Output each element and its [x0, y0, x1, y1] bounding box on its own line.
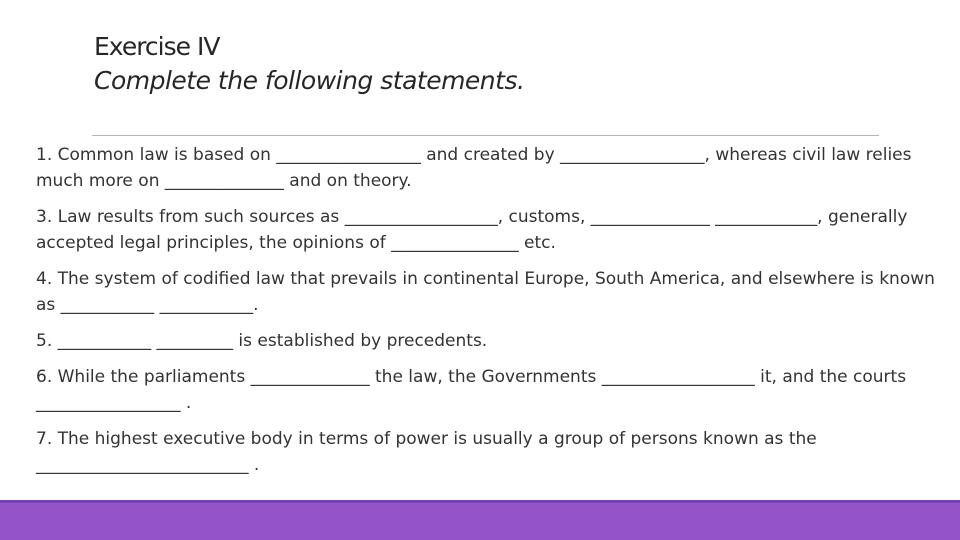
title-divider [92, 135, 879, 136]
statement-6: 6. While the parliaments ______________ the law, the Governments __________________ it, and the courts _________________ . [36, 367, 907, 413]
slide-subtitle: Complete the following statements. [94, 66, 525, 95]
statement-1: 1. Common law is based on _________________ and created by _________________, whereas civil law relies much more on ______________ and on theory. [36, 145, 912, 191]
slide-title: Exercise IV [94, 32, 220, 61]
statement-list [36, 142, 936, 488]
statement-3: 3. Law results from such sources as __________________, customs, ______________ ____________, generally accepted legal principles, the opinions of _______________ etc. [36, 207, 908, 253]
statement-4: 4. The system of codified law that prevails in continental Europe, South America, and elsewhere is known as ___________ ___________. [36, 269, 935, 315]
statement-5: 5. ___________ _________ is established by precedents. [36, 331, 488, 351]
statement-7: 7. The highest executive body in terms of power is usually a group of persons known as the _________________________ . [36, 429, 817, 475]
footer-accent-bar [0, 500, 960, 540]
footer-accent-edge [0, 500, 960, 503]
